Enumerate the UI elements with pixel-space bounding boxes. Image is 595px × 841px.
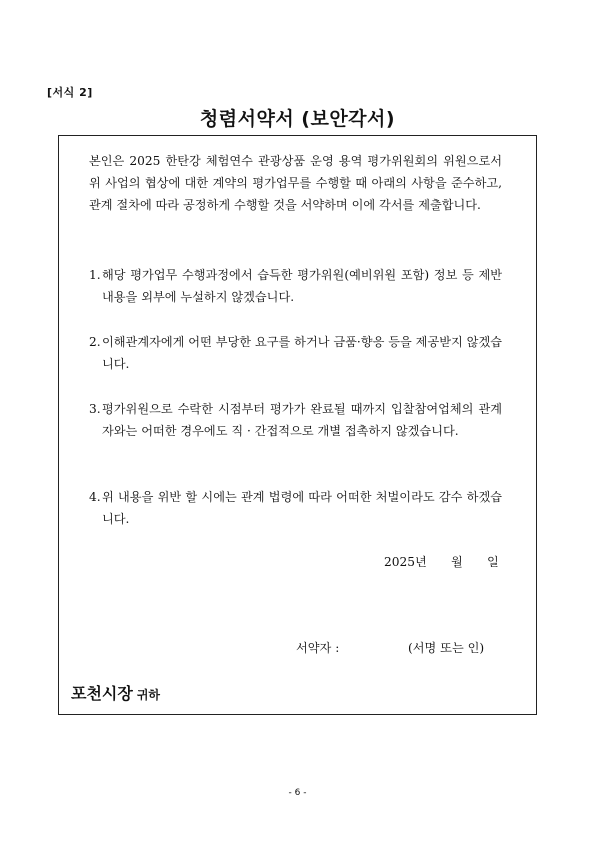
date-day: 일 (487, 555, 499, 569)
pledge-item-number: 3. (89, 402, 101, 416)
pledge-item-3 (89, 398, 502, 442)
signer-label: 서약자 : (296, 641, 340, 655)
addressee (71, 681, 160, 704)
pledge-item-text: 평가위원으로 수락한 시점부터 평가가 완료될 때까지 입찰참여업체의 관계자와는 어떠한 경우에도 직 · 간접적으로 개별 접촉하지 않겠습니다. (102, 402, 502, 438)
pledge-item-number: 4. (89, 490, 101, 504)
pledge-intro-paragraph: 본인은 2025 한탄강 체험연수 관광상품 운영 용역 평가위원회의 위원으로서 위 사업의 협상에 대한 계약의 평가업무를 수행할 때 아래의 사항을 준수하고, 관계 절차에 따라 공정하게 수행할 것을 서약하며 이에 각서를 제출합니다. (89, 154, 502, 212)
addressee-name: 포천시장 (71, 684, 133, 703)
pledge-item-text: 이해관계자에게 어떤 부당한 요구를 하거나 금품·향응 등을 제공받지 않겠습니다. (102, 335, 502, 371)
addressee-suffix: 귀하 (136, 688, 161, 702)
document-title: 청렴서약서 (보안각서) (199, 108, 396, 130)
date-month: 월 (451, 555, 463, 569)
pledge-item-2 (89, 331, 502, 375)
pledge-item-number: 2. (89, 335, 101, 349)
pledge-item-number: 1. (89, 268, 101, 282)
pledge-item-1 (89, 264, 502, 308)
pledge-item-text: 해당 평가업무 수행과정에서 습득한 평가위원(예비위원 포함) 정보 등 제반내용을 외부에 누설하지 않겠습니다. (102, 268, 502, 304)
date-year: 2025년 (384, 555, 427, 569)
date-line (300, 551, 500, 573)
form-number-label: [서식 2] (47, 86, 93, 99)
pledge-item-4 (89, 486, 502, 530)
pledge-item-text: 위 내용을 위반 할 시에는 관계 법령에 따라 어떠한 처벌이라도 감수 하겠습니다. (102, 490, 502, 526)
signature-note: (서명 또는 인) (408, 641, 485, 655)
signer-line (290, 637, 510, 659)
page-number: - 6 - (288, 788, 307, 798)
